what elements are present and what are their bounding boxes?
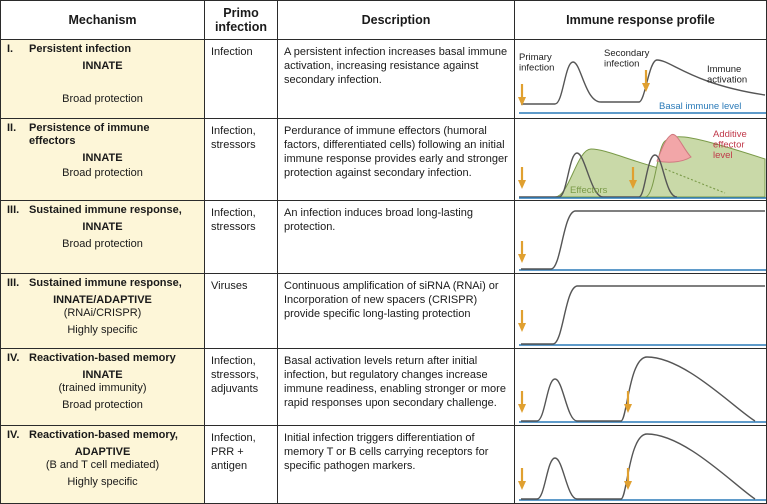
- row-3-number: III.: [7, 204, 20, 216]
- immune-activation-label: Immune activation: [707, 64, 748, 86]
- row-5-mechanism: [0, 348, 205, 426]
- row-3-mechanism: [0, 200, 205, 274]
- primary-arrow-icon: [518, 241, 526, 263]
- row-1-profile-graph: [515, 40, 766, 118]
- row-4-type: INNATE/ADAPTIVE: [53, 294, 152, 307]
- row-4-subtype: (RNAi/CRISPR): [63, 307, 142, 320]
- row-5-profile: [514, 348, 767, 426]
- row-6-primo-text: Infection, PRR + antigen: [211, 432, 256, 472]
- row-3-type: INNATE: [82, 221, 123, 234]
- row-1-title: Persistent infection: [29, 43, 132, 55]
- row-6-profile: [514, 425, 767, 504]
- row-4-protection: Highly specific: [67, 323, 138, 336]
- row-6-title: Reactivation-based memory,: [29, 429, 178, 441]
- row-1-description-text: A persistent infection increases basal immune activation, increasing resistance against secondary infection.: [284, 46, 508, 86]
- secondary-infection-label: Secondary infection: [604, 48, 650, 70]
- primary-arrow-icon: [518, 468, 526, 490]
- row-1-type: INNATE: [82, 60, 123, 73]
- row-1-description: [277, 39, 515, 119]
- header-primo-infection: [204, 0, 278, 40]
- row-6-profile-graph: [515, 426, 766, 503]
- header-profile-label: Immune response profile: [566, 12, 715, 27]
- row-5-number: IV.: [7, 352, 20, 364]
- primary-arrow-icon: [518, 391, 526, 413]
- row-3-title: Sustained immune response,: [29, 204, 182, 216]
- row-4-profile: [514, 273, 767, 349]
- row-6-primo: [204, 425, 278, 504]
- header-mechanism: [0, 0, 205, 40]
- row-6-description-text: Initial infection triggers differentiation of memory T or B cells carrying receptors for specific pathogen markers.: [284, 432, 489, 472]
- row-3-protection: Broad protection: [62, 238, 143, 251]
- row-1-number: I.: [7, 43, 14, 55]
- header-description: [277, 0, 515, 40]
- row-6-mechanism: [0, 425, 205, 504]
- primary-arrow-icon: [518, 84, 526, 106]
- row-2-type: INNATE: [82, 152, 123, 165]
- header-mechanism-label: Mechanism: [68, 12, 137, 27]
- adaptive-memory-curve: [521, 434, 755, 499]
- row-1-primo: [204, 39, 278, 119]
- row-1-primo-text: Infection: [211, 46, 253, 58]
- row-4-primo: [204, 273, 278, 349]
- row-3-description-text: An infection induces broad long-lasting protection.: [284, 207, 473, 233]
- row-4-mechanism: [0, 273, 205, 349]
- row-5-type: INNATE: [82, 369, 123, 382]
- row-2-description: [277, 118, 515, 201]
- row-1-profile: [514, 39, 767, 119]
- row-2-mechanism: [0, 118, 205, 201]
- basal-immune-level-label: Basal immune level: [659, 101, 742, 112]
- header-primo-label: Primo infection: [214, 5, 268, 34]
- row-2-profile: [514, 118, 767, 201]
- header-immune-response-profile: [514, 0, 767, 40]
- header-description-label: Description: [361, 12, 431, 27]
- row-2-title: Persistence of immune effectors: [29, 122, 150, 148]
- row-3-primo-text: Infection, stressors: [211, 207, 256, 233]
- row-2-number: II.: [7, 122, 17, 134]
- row-6-type: ADAPTIVE: [74, 446, 131, 459]
- row-2-protection: Broad protection: [62, 166, 143, 179]
- row-5-title: Reactivation-based memory: [29, 352, 176, 364]
- row-4-description-text: Continuous amplification of siRNA (RNAi) or Incorporation of new spacers (CRISPR) provide specific long-lasting protection: [284, 280, 499, 320]
- row-6-number: IV.: [7, 429, 20, 441]
- row-3-primo: [204, 200, 278, 274]
- row-3-profile: [514, 200, 767, 274]
- additive-effector-label: Additive effector level: [713, 129, 747, 161]
- row-6-subtype: (B and T cell mediated): [45, 459, 160, 472]
- sustained-response-curve: [521, 211, 765, 269]
- row-5-description: [277, 348, 515, 426]
- row-1-protection: Broad protection: [62, 93, 143, 106]
- row-5-primo-text: Infection, stressors, adjuvants: [211, 355, 259, 395]
- row-3-profile-graph: [515, 201, 766, 273]
- row-5-subtype: (trained immunity): [58, 382, 147, 395]
- reactivation-response-curve: [521, 357, 755, 421]
- row-4-profile-graph: [515, 274, 766, 348]
- row-4-primo-text: Viruses: [211, 280, 248, 292]
- row-5-description-text: Basal activation levels return after initial infection, but regulatory changes increase immune readiness, enabling stronger or more rapid responses upon secondary challenge.: [284, 355, 506, 409]
- row-1-mechanism: [0, 39, 205, 119]
- row-6-description: [277, 425, 515, 504]
- primary-arrow-icon: [518, 310, 526, 332]
- row-4-title: Sustained immune response,: [29, 277, 182, 289]
- primary-arrow-icon: [518, 167, 526, 189]
- row-2-primo: [204, 118, 278, 201]
- primary-infection-label: Primary infection: [519, 52, 555, 74]
- row-6-protection: Highly specific: [67, 475, 138, 488]
- row-2-description-text: Perdurance of immune effectors (humoral factors, differentiated cells) following an initial immune response provides early and stronger protection against secondary infection.: [284, 125, 508, 179]
- row-2-primo-text: Infection, stressors: [211, 125, 256, 151]
- row-5-profile-graph: [515, 349, 766, 425]
- row-4-number: III.: [7, 277, 20, 289]
- effectors-label: Effectors: [570, 185, 608, 196]
- row-2-profile-graph: [515, 119, 766, 200]
- sustained-response-curve: [521, 286, 765, 344]
- row-5-primo: [204, 348, 278, 426]
- row-5-protection: Broad protection: [62, 398, 143, 411]
- row-4-description: [277, 273, 515, 349]
- row-3-description: [277, 200, 515, 274]
